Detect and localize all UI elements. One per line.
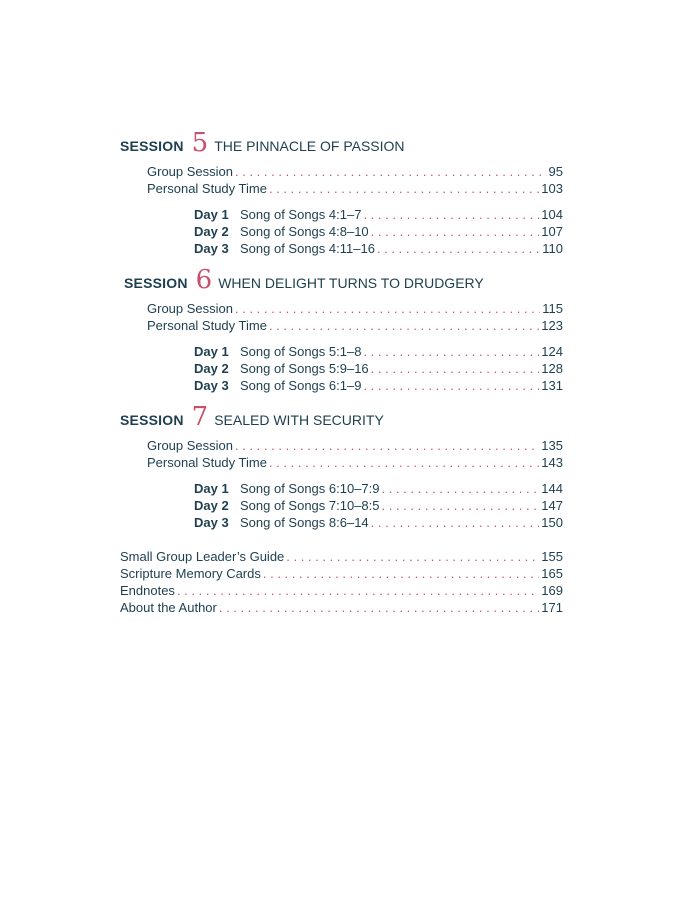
dot-leader (235, 300, 540, 317)
entry-label: Personal Study Time (147, 181, 267, 196)
entry-label: Song of Songs 6:1–9 (240, 378, 362, 393)
day-label: Day 3 (194, 378, 229, 393)
dot-leader (269, 180, 539, 197)
toc-entry[interactable] (120, 582, 563, 599)
dot-leader (177, 582, 539, 599)
dot-leader (219, 599, 539, 616)
dot-leader (269, 454, 539, 471)
entry-page: 123 (541, 318, 563, 333)
session-title: WHEN DELIGHT TURNS TO DRUDGERY (218, 275, 484, 291)
entry-page: 135 (541, 438, 563, 453)
dot-leader (363, 343, 539, 360)
day-label: Day 1 (194, 344, 229, 359)
dot-leader (371, 223, 540, 240)
entry-label: Small Group Leader’s Guide (120, 549, 285, 564)
session-number: 7 (191, 402, 209, 432)
entry-label: Song of Songs 4:1–7 (240, 207, 362, 222)
entry-label: Song of Songs 5:9–16 (240, 361, 369, 376)
entry-page: 155 (541, 549, 563, 564)
dot-leader (382, 480, 540, 497)
day-label: Day 1 (194, 481, 229, 496)
dot-leader (377, 240, 540, 257)
entry-page: 95 (548, 164, 563, 179)
toc-day-entry[interactable] (194, 377, 563, 394)
entry-page: 143 (541, 455, 563, 470)
session-heading (120, 404, 384, 434)
toc-day-entry[interactable] (194, 223, 563, 240)
entry-label: Scripture Memory Cards (120, 566, 261, 581)
toc-entry[interactable] (147, 454, 563, 471)
session-title: THE PINNACLE OF PASSION (214, 138, 405, 154)
entry-page: 144 (541, 481, 563, 496)
toc-day-entry[interactable] (194, 343, 563, 360)
entry-label: Song of Songs 7:10–8:5 (240, 498, 380, 513)
toc-day-entry[interactable] (194, 206, 563, 223)
dot-leader (263, 565, 539, 582)
entry-page: 128 (541, 361, 563, 376)
toc-entry[interactable] (120, 599, 563, 616)
entry-label: Song of Songs 4:8–10 (240, 224, 369, 239)
session-number: 6 (195, 265, 213, 295)
day-label: Day 3 (194, 515, 229, 530)
entry-page: 107 (541, 224, 563, 239)
dot-leader (363, 377, 539, 394)
entry-label: Personal Study Time (147, 318, 267, 333)
entry-page: 169 (541, 583, 563, 598)
dot-leader (235, 437, 539, 454)
toc-entry[interactable] (147, 437, 563, 454)
entry-label: Group Session (147, 164, 233, 179)
entry-label: Group Session (147, 438, 233, 453)
entry-label: Personal Study Time (147, 455, 267, 470)
entry-page: 110 (542, 241, 563, 256)
dot-leader (235, 163, 547, 180)
entry-label: About the Author (120, 600, 217, 615)
toc-entry[interactable] (147, 180, 563, 197)
entry-page: 150 (541, 515, 563, 530)
dot-leader (269, 317, 539, 334)
dot-leader (371, 360, 540, 377)
toc-day-entry[interactable] (194, 514, 563, 531)
toc-day-entry[interactable] (194, 360, 563, 377)
entry-label: Song of Songs 6:10–7:9 (240, 481, 380, 496)
dot-leader (286, 548, 539, 565)
toc-entry[interactable] (147, 317, 563, 334)
toc-day-entry[interactable] (194, 480, 563, 497)
day-label: Day 3 (194, 241, 229, 256)
entry-page: 165 (541, 566, 563, 581)
dot-leader (363, 206, 539, 223)
entry-page: 115 (542, 301, 563, 316)
session-heading (120, 130, 405, 160)
session-word: SESSION (120, 412, 184, 428)
day-label: Day 1 (194, 207, 229, 222)
session-number: 5 (191, 128, 209, 158)
toc-day-entry[interactable] (194, 240, 563, 257)
dot-leader (382, 497, 540, 514)
toc-entry[interactable] (120, 548, 563, 565)
entry-page: 147 (541, 498, 563, 513)
session-heading (124, 267, 484, 297)
session-word: SESSION (124, 275, 188, 291)
entry-page: 171 (541, 600, 563, 615)
toc-day-entry[interactable] (194, 497, 563, 514)
toc-entry[interactable] (120, 565, 563, 582)
entry-page: 104 (541, 207, 563, 222)
dot-leader (371, 514, 540, 531)
day-label: Day 2 (194, 498, 229, 513)
entry-page: 124 (541, 344, 563, 359)
session-title: SEALED WITH SECURITY (214, 412, 384, 428)
day-label: Day 2 (194, 361, 229, 376)
entry-label: Song of Songs 8:6–14 (240, 515, 369, 530)
entry-page: 103 (541, 181, 563, 196)
entry-label: Song of Songs 5:1–8 (240, 344, 362, 359)
entry-page: 131 (541, 378, 563, 393)
entry-label: Song of Songs 4:11–16 (240, 241, 375, 256)
toc-entry[interactable] (147, 163, 563, 180)
day-label: Day 2 (194, 224, 229, 239)
entry-label: Group Session (147, 301, 233, 316)
session-word: SESSION (120, 138, 184, 154)
toc-entry[interactable] (147, 300, 563, 317)
entry-label: Endnotes (120, 583, 175, 598)
